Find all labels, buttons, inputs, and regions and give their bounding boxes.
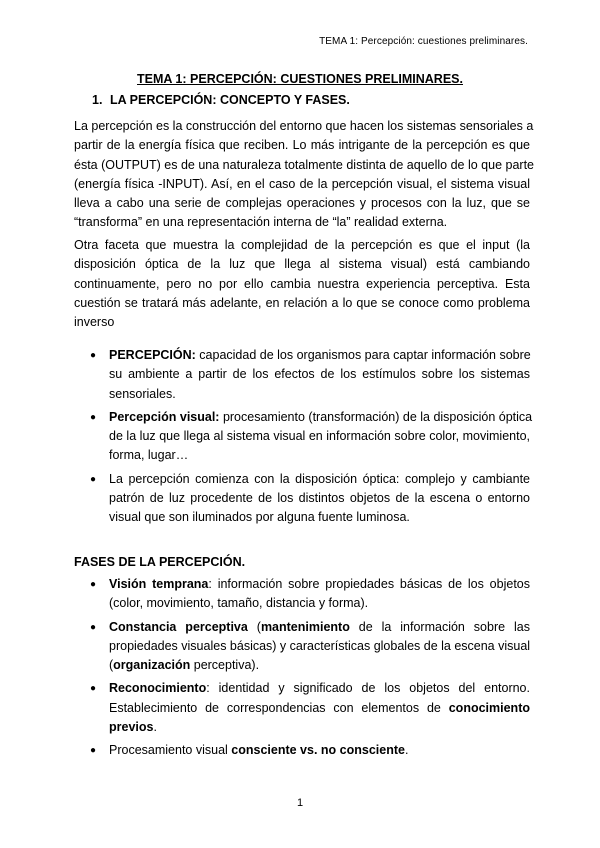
paragraph-line: La percepción es la construcción del entorno que hacen los sistemas sensoriales a	[74, 119, 534, 133]
item-text: su ambiente a partir de los efectos de los estímulos sobre los sistemas	[109, 367, 530, 382]
term-bold: Reconocimiento	[109, 681, 207, 696]
term-bold: consciente vs. no consciente	[231, 743, 405, 758]
paragraph-line: disposición óptica de la luz que llega al sistema visual) está cambiando	[74, 257, 530, 272]
paragraph-line: inverso	[74, 315, 115, 330]
list-item	[74, 470, 530, 528]
paragraph-line: (energía física -INPUT). Así, en el caso de la percepción visual, el sistema visual	[74, 176, 530, 191]
term-bold: PERCEPCIÓN:	[109, 348, 196, 362]
running-header: TEMA 1: Percepción: cuestiones preliminares.	[319, 36, 528, 47]
item-text: Establecimiento de correspondencias con elementos de	[109, 700, 449, 715]
item-text: (color, movimiento, tamaño, distancia y forma).	[109, 596, 369, 611]
item-text: La percepción comienza con la disposición óptica: complejo y cambiante	[109, 471, 530, 486]
item-text: capacidad de los organismos para captar información sobre	[195, 348, 531, 362]
list-item	[74, 575, 530, 614]
definitions-list	[74, 346, 533, 532]
term-bold: Constancia perceptiva	[109, 619, 248, 634]
list-item	[74, 679, 530, 737]
list-item	[74, 618, 530, 676]
item-text: (	[247, 619, 261, 634]
paragraph-complexity	[74, 236, 530, 332]
item-text: de la luz que llega al sistema visual en información sobre color, movimiento,	[109, 429, 530, 444]
item-text: procesamiento (transformación) de la disposición óptica	[219, 409, 533, 424]
page-number: 1	[296, 797, 304, 809]
section-heading-2: FASES DE LA PERCEPCIÓN.	[74, 555, 246, 569]
term-bold: organización	[113, 658, 191, 673]
document-title-text: TEMA 1: PERCEPCIÓN: CUESTIONES PRELIMINARES.	[137, 72, 463, 86]
list-item	[74, 408, 533, 466]
bullet-icon: ●	[90, 473, 97, 485]
bullet-icon: ●	[90, 350, 97, 361]
bullet-icon: ●	[90, 683, 97, 695]
item-text: visual que son iluminados por alguna fuente luminosa.	[109, 510, 410, 525]
item-text: : información sobre propiedades básicas de los objetos	[208, 577, 530, 591]
item-text: patrón de luz procedente de los distintos objetos de la escena o entorno	[109, 491, 530, 506]
list-item	[74, 346, 530, 404]
paragraph-line: “transforma” en una representación interna de “la” realidad externa.	[74, 215, 448, 230]
item-text: : identidad y significado de los objetos del entorno.	[206, 681, 530, 696]
term-bold: conocimiento	[448, 700, 530, 715]
paragraph-definition	[74, 117, 534, 233]
term-bold: previos	[109, 720, 154, 735]
item-text: .	[404, 743, 409, 758]
term-bold: Visión temprana	[109, 577, 209, 591]
term-bold: Percepción visual:	[109, 409, 220, 424]
paragraph-line: Otra faceta que muestra la complejidad de la percepción es que el input (la	[74, 238, 530, 252]
paragraph-line: cuestión se tratará más adelante, en relación a lo que se conoce como problema	[74, 295, 530, 310]
paragraph-line: partir de la energía física que reciben. Lo más intrigante de la percepción es que	[74, 138, 530, 153]
item-text: (	[109, 658, 114, 673]
section-heading-1	[92, 93, 350, 107]
item-text: Procesamiento visual	[109, 743, 232, 758]
item-text: de la información sobre las	[349, 619, 530, 634]
bullet-icon: ●	[90, 411, 97, 423]
item-text: propiedades visuales básicas) y características globales de la escena visual	[109, 638, 531, 653]
phases-list	[74, 575, 530, 765]
paragraph-line: ésta (OUTPUT) es de una naturaleza totalmente distinta de aquello de lo que parte	[74, 157, 534, 172]
item-text: perceptiva).	[190, 658, 260, 673]
bullet-icon: ●	[90, 621, 97, 633]
item-text: .	[153, 720, 157, 735]
paragraph-line: continuamente, pero no por ello cambia nuestra experiencia perceptiva. Esta	[74, 276, 530, 291]
item-text: forma, lugar…	[109, 448, 189, 463]
term-bold: mantenimiento	[260, 619, 350, 634]
bullet-icon: ●	[90, 745, 97, 757]
paragraph-line: lleva a cabo una serie de complejas operaciones y procesos con la luz, que se	[74, 196, 530, 211]
list-item	[74, 741, 530, 760]
bullet-icon: ●	[90, 579, 97, 590]
section-number: 1.	[92, 93, 103, 107]
item-text: sensoriales.	[109, 386, 176, 401]
document-title	[0, 72, 600, 86]
section-heading-text: LA PERCEPCIÓN: CONCEPTO Y FASES.	[110, 93, 350, 107]
